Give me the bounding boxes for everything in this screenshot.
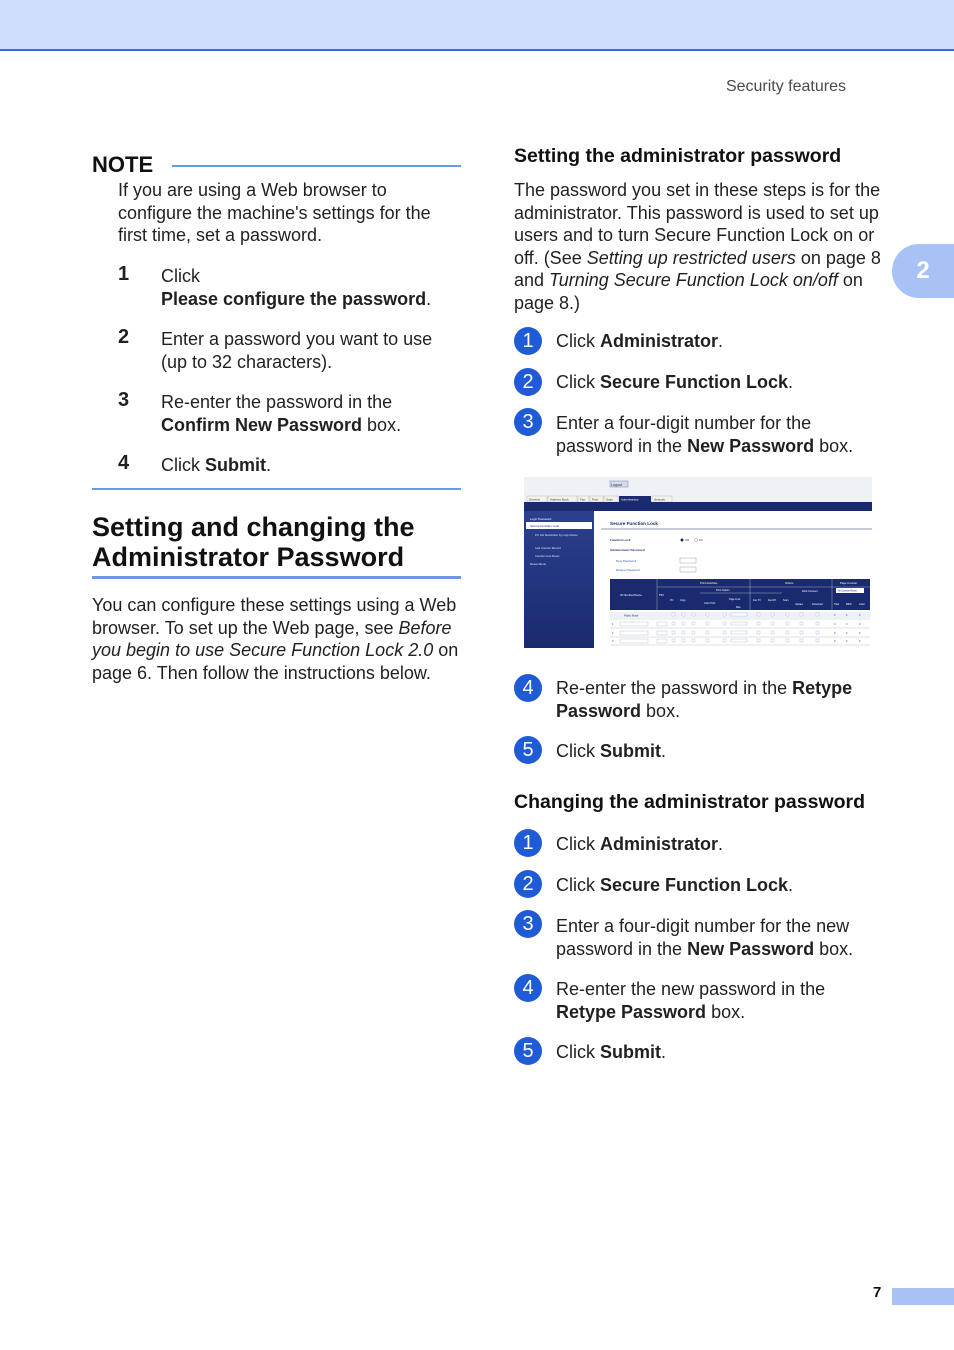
step-bold: Submit	[600, 1042, 661, 1062]
step-pre: Click	[556, 834, 600, 854]
step-number-badge: 4	[514, 974, 542, 1002]
step-pre: Click	[556, 1042, 600, 1062]
admin-password-label: Administrator Password	[610, 548, 645, 552]
step-pre: Click	[556, 875, 600, 895]
col-subheader: Fax TX	[753, 599, 761, 602]
counter-value: 0	[834, 640, 836, 643]
step-text	[556, 1041, 886, 1064]
counter-value: 0	[859, 632, 861, 635]
col-subheader: Page Limit	[729, 598, 741, 601]
step-pre: Re-enter the new password in the	[556, 979, 826, 999]
row-number: 1	[612, 623, 614, 626]
section-heading-line: Administrator Password	[92, 542, 405, 572]
col-header: Print Activities	[700, 581, 718, 585]
row-number: 3	[612, 640, 614, 643]
note-step-bold: Please configure the password	[161, 288, 427, 309]
step-number-badge: 2	[514, 368, 542, 396]
note-step-bold: Submit	[205, 455, 266, 475]
step-number-badge: 5	[514, 1037, 542, 1065]
col-subheader: B&W	[846, 603, 852, 606]
col-header: ID Number/Name	[620, 593, 642, 597]
step-pre: Click	[556, 741, 600, 761]
new-password-label: New Password	[616, 559, 637, 563]
col-header: PIN	[659, 593, 664, 597]
function-lock-label: Function Lock	[610, 538, 631, 542]
counter-value: 0	[859, 614, 861, 617]
step-number-badge: 4	[514, 674, 542, 702]
running-head: Security features	[725, 78, 846, 95]
tab-fax[interactable]: Fax	[580, 497, 586, 502]
web-ui-tabs	[527, 496, 672, 502]
step-bold: Administrator	[600, 834, 719, 854]
note-bottom-rule	[92, 488, 461, 490]
step-post: .	[661, 1042, 667, 1062]
note-step-text	[161, 265, 461, 310]
note-step-pre: Click	[161, 266, 200, 286]
step-bold: New Password	[687, 435, 815, 456]
panel-title: Secure Function Lock	[610, 521, 658, 526]
step-text	[556, 330, 886, 353]
sidebar-item-last-counter-record[interactable]: Last Counter Record	[535, 546, 561, 550]
cross-reference: Turning Secure Function Lock on/off	[549, 270, 838, 290]
web-ui-sidebar	[524, 511, 594, 648]
note-step-text: Enter a password you want to use (up to 32 characters).	[161, 329, 433, 372]
logout-link[interactable]: Logout	[611, 483, 622, 487]
step-text	[556, 915, 886, 960]
para-text: on page 8 and	[514, 247, 881, 290]
changing-heading: Changing the administrator password	[514, 791, 866, 813]
note-step-post: .	[266, 455, 272, 475]
step-post: box.	[641, 700, 681, 721]
note-step-text	[161, 454, 461, 477]
counter-value: 0	[859, 640, 861, 643]
counter-value: 0	[859, 623, 861, 626]
sidebar-item-pc-job-restriction[interactable]: PC Job Restriction by Login Name	[535, 533, 578, 537]
counter-value: 0	[834, 614, 836, 617]
new-password-input[interactable]	[680, 558, 696, 563]
counter-value: 0	[846, 614, 848, 617]
note-step-number: 2	[118, 326, 130, 348]
page-number-bar	[892, 1288, 954, 1305]
step-number-badge: 3	[514, 408, 542, 436]
para-text: You can configure these settings using a Web browser. To set up the Web page, see	[92, 595, 457, 638]
col-header: Web Connect	[802, 590, 818, 593]
public-mode-label: Public Mode	[624, 614, 639, 618]
step-bold: New Password	[687, 938, 815, 959]
col-subheader: Scan	[783, 599, 789, 602]
row-number: 2	[612, 632, 614, 635]
sidebar-item-counter-auto-reset[interactable]: Counter Auto Reset	[535, 554, 560, 558]
col-subheader: Upload	[795, 603, 803, 606]
tab-address-book[interactable]: Address Book	[550, 497, 569, 502]
step-post: box.	[814, 938, 854, 959]
step-text	[556, 412, 886, 457]
radio-off-label: Off	[685, 538, 689, 542]
col-subheader: Copy	[680, 599, 686, 602]
step-pre: Re-enter the password in the	[556, 678, 793, 698]
step-number-badge: 1	[514, 327, 542, 355]
step-bold: Secure Function Lock	[600, 875, 789, 895]
tab-print[interactable]: Print	[592, 497, 599, 502]
para-text: on page 6. Then follow the instructions below.	[92, 640, 459, 683]
cross-reference: Setting up restricted users	[586, 247, 796, 268]
step-bold: Submit	[600, 741, 661, 761]
note-intro: If you are using a Web browser to configure the machine's settings for the first time, set a password.	[118, 180, 431, 245]
step-number-badge: 2	[514, 870, 542, 898]
radio-off[interactable]	[681, 539, 684, 542]
note-title: NOTE	[92, 152, 154, 177]
step-post: box.	[814, 435, 854, 456]
note-step-bold: Confirm New Password	[161, 414, 363, 435]
step-post: .	[718, 834, 724, 854]
step-bold: Secure Function Lock	[600, 372, 789, 392]
counter-value: 0	[834, 632, 836, 635]
sidebar-item-reset-menu[interactable]: Reset Menu	[530, 562, 547, 566]
step-number-badge: 5	[514, 736, 542, 764]
col-header: Others	[785, 581, 794, 585]
retype-password-label: Retype Password	[616, 568, 640, 572]
counter-value: 0	[846, 632, 848, 635]
col-header: Print Option	[716, 589, 730, 592]
note-step-pre: Re-enter the password in the	[161, 392, 393, 412]
counter-value: 0	[846, 640, 848, 643]
cross-reference: Before you begin to use Secure Function Lock 2.0	[92, 617, 452, 660]
counter-value: 0	[846, 623, 848, 626]
step-text	[556, 371, 886, 394]
note-rule	[172, 165, 461, 167]
para-text: The password you set in these steps is for the administrator. This password is used to set up users and to turn Secure Function Lock on or off. (See	[514, 180, 881, 268]
step-bold: Retype Password	[556, 1001, 707, 1022]
radio-on-label: On	[699, 538, 704, 542]
tab-administrator[interactable]: Administrator	[621, 497, 639, 502]
step-text	[556, 677, 886, 722]
note-step-number: 3	[118, 389, 130, 411]
col-subheader: Fax RX	[768, 599, 776, 602]
step-post: .	[718, 331, 724, 351]
top-banner	[0, 0, 954, 51]
col-subheader: Total	[834, 603, 840, 606]
step-text	[556, 833, 886, 856]
sidebar-item-secure-function-lock[interactable]: Secure Function Lock	[530, 524, 560, 528]
step-text	[556, 978, 886, 1023]
step-number-badge: 3	[514, 910, 542, 938]
step-pre: Click	[556, 372, 600, 392]
step-bold: Administrator	[600, 331, 719, 351]
step-number-badge: 1	[514, 829, 542, 857]
retype-password-input[interactable]	[680, 567, 696, 572]
col-subheader: Color	[859, 603, 865, 606]
step-post: box.	[706, 1001, 746, 1022]
step-bold: Retype Password	[556, 678, 853, 721]
step-text	[556, 740, 886, 763]
col-subheader: PC	[670, 599, 674, 602]
col-header: Page Counter	[840, 581, 858, 585]
chapter-tab: 2	[892, 244, 954, 298]
web-ui-screenshot	[524, 477, 872, 648]
section-heading	[92, 512, 472, 572]
col-subheader: Download	[812, 603, 823, 606]
section-paragraph	[92, 594, 462, 684]
col-subheader: Max	[736, 606, 741, 609]
all-counter-reset-label: All Counter Reset	[838, 589, 857, 593]
col-subheader: Color Print	[704, 602, 716, 605]
note-step-number: 1	[118, 263, 130, 285]
setting-paragraph	[514, 179, 886, 314]
step-post: .	[788, 372, 794, 392]
section-heading-line: Setting and changing the	[92, 512, 415, 542]
para-text: on page 8.)	[514, 270, 863, 313]
section-heading-rule	[92, 576, 461, 579]
note-step-post: box.	[362, 414, 402, 435]
tab-scan[interactable]: Scan	[606, 497, 613, 502]
tab-general[interactable]: General	[529, 497, 540, 502]
note-step-text	[161, 391, 461, 436]
step-post: .	[788, 875, 794, 895]
step-pre: Enter a four-digit number for the new password in the	[556, 916, 850, 959]
step-post: .	[661, 741, 667, 761]
sidebar-item-login-password[interactable]: Login Password	[530, 517, 552, 521]
step-pre: Enter a four-digit number for the password in the	[556, 413, 812, 456]
step-pre: Click	[556, 331, 600, 351]
setting-heading: Setting the administrator password	[514, 145, 842, 167]
counter-value: 0	[834, 623, 836, 626]
step-text	[556, 874, 886, 897]
note-step-post: .	[426, 288, 432, 309]
page-number: 7	[873, 1284, 882, 1301]
tab-network[interactable]: Network	[654, 497, 666, 502]
note-step-pre: Click	[161, 455, 205, 475]
note-step-number: 4	[118, 452, 130, 474]
